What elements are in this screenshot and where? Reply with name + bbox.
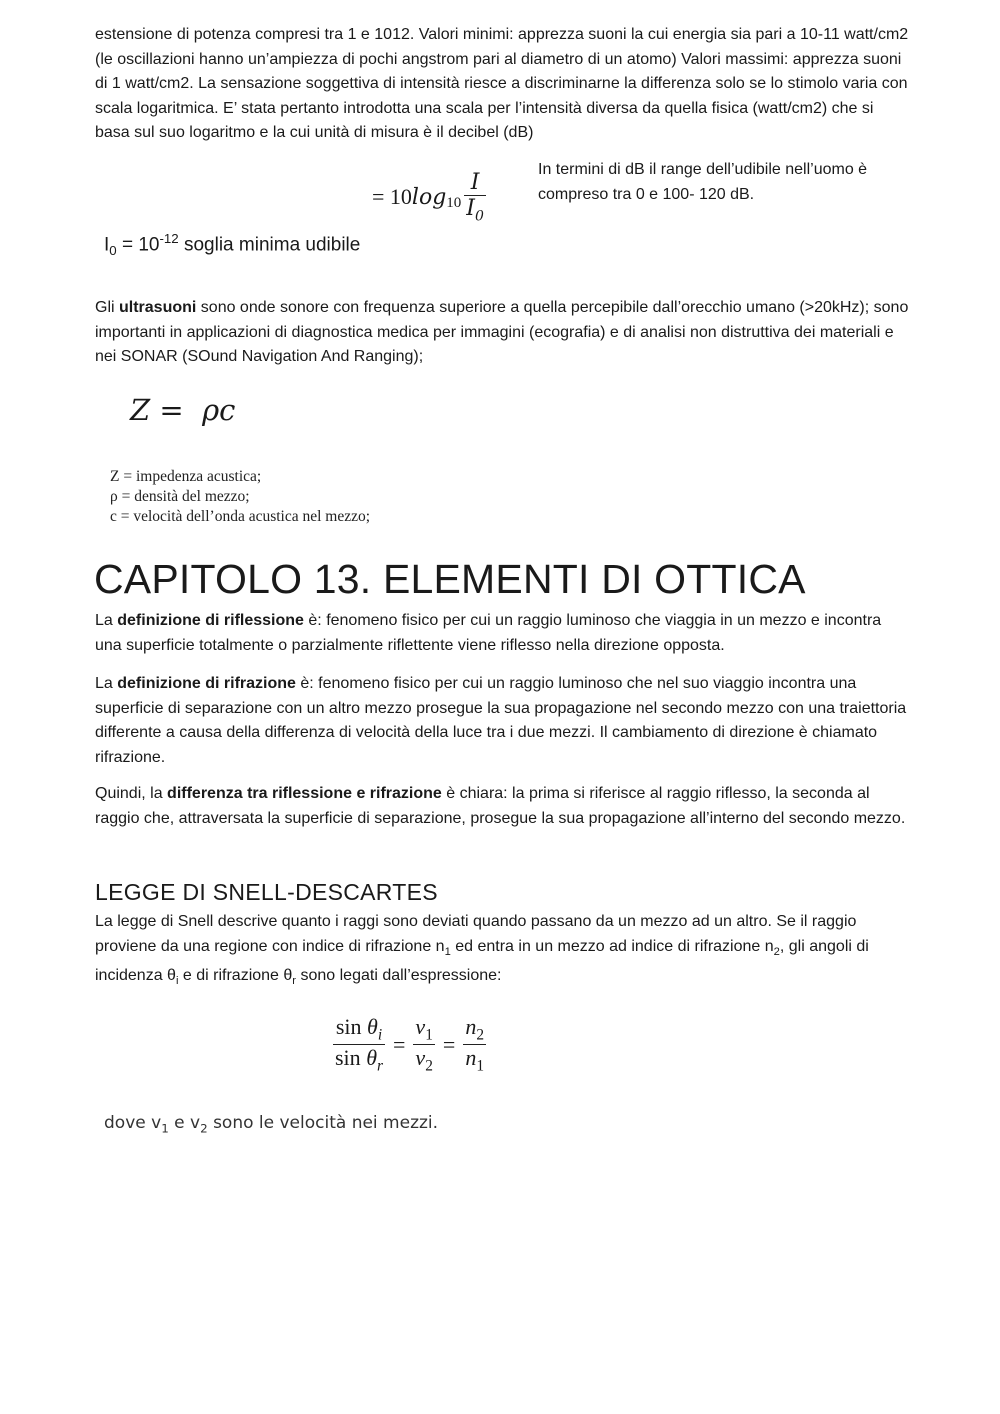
impedance-legend bbox=[110, 467, 370, 527]
snell-velocity-ratio: $\frac{v_1}{v_2}$ bbox=[415, 1014, 433, 1075]
legend-item-c: c = velocità dell’onda acustica nel mezzo; bbox=[110, 508, 371, 525]
difference-term: differenza tra riflessione e rifrazione bbox=[167, 785, 442, 802]
db-formula-numerator: I bbox=[470, 170, 480, 195]
reflection-paragraph: La definizione di riflessione è: fenomeno fisico per cui un raggio luminoso che viaggia in un mezzo e incontra una superficie totalmente o parzialmente riflettente viene riflesso nella direzione opposta. bbox=[95, 612, 882, 654]
threshold-equals: = 10 bbox=[121, 234, 160, 256]
ultrasound-term: ultrasuoni bbox=[119, 299, 197, 316]
refraction-paragraph: La definizione di rifrazione è: fenomeno fisico per cui un raggio luminoso che nel suo viaggio incontra una superficie di separazione con un altro mezzo prosegue la sua propagazione nel secondo mezzo con una traiettoria differente a causa della differenza di velocità della luce tra i due mezzi. Il cambiamento di direzione è chiamato rifrazione. bbox=[95, 675, 907, 766]
section-title: LEGGE DI SNELL-DESCARTES bbox=[95, 879, 438, 905]
ultrasound-paragraph: Gli ultrasuoni sono onde sonore con frequenza superiore a quella percepibile dall’orecchio umano (>20kHz); sono importanti in applicazioni di diagnostica medica per immagini (ecografia) e di analisi non distruttiva dei materiali e nei SONAR (SOund Navigation And Ranging); bbox=[95, 299, 909, 365]
velocity-note: dove $v_1$ e $v_2$ sono le velocità nei mezzi. bbox=[104, 1113, 439, 1136]
db-formula bbox=[372, 170, 486, 224]
db-formula-prefix: = 10 bbox=[372, 184, 412, 210]
legend-item-z: Z = impedenza acustica; bbox=[110, 468, 262, 485]
threshold-symbol-sub: 0 bbox=[109, 243, 117, 259]
db-formula-denominator: $I_0$ bbox=[466, 196, 484, 225]
db-formula-base: 10 bbox=[446, 194, 462, 211]
chapter-title: CAPITOLO 13. ELEMENTI DI OTTICA bbox=[94, 556, 806, 602]
threshold-text: soglia minima udibile bbox=[183, 234, 361, 256]
snell-sine-ratio: $\frac{\sin \theta_i}{\sin \theta_r}$ bbox=[335, 1014, 383, 1075]
legend-item-rho: ρ = densità del mezzo; bbox=[110, 488, 250, 505]
db-range-note: In termini di dB il range dell’udibile nell’uomo è compreso tra 0 e 100- 120 dB. bbox=[538, 161, 868, 203]
snell-formula bbox=[333, 1014, 486, 1076]
snell-equals-2: = bbox=[442, 1031, 456, 1057]
threshold-symbol: I bbox=[104, 234, 110, 256]
refraction-term: definizione di rifrazione bbox=[117, 675, 296, 692]
difference-paragraph: Quindi, la differenza tra riflessione e rifrazione è chiara: la prima si riferisce al raggio riflesso, la seconda al raggio che, attraversata la superficie di separazione, prosegue la sua propagazione all’interno del secondo mezzo. bbox=[95, 785, 906, 827]
snell-equals-1: = bbox=[393, 1031, 406, 1057]
db-formula-log: log bbox=[411, 184, 447, 210]
threshold-exponent: -12 bbox=[159, 231, 179, 246]
db-formula-fraction bbox=[464, 170, 486, 224]
impedance-formula: Z = ρc bbox=[130, 393, 236, 427]
snell-index-ratio: $\frac{n_2}{n_1}$ bbox=[465, 1014, 485, 1075]
reflection-term: definizione di riflessione bbox=[117, 612, 304, 629]
intro-paragraph: estensione di potenza compresi tra 1 e 1012. Valori minimi: apprezza suoni la cui energia sia pari a 10-11 watt/cm2 (le oscillazioni hanno un’ampiezza di pochi angstrom pari al diametro di un atomo) Valori massimi: apprezza suoni di 1 watt/cm2. La sensazione soggettiva di intensità riesce a discriminarne la differenza solo se lo stimolo varia con scala logaritmica. E’ stata pertanto introdotta una scala per l’intensità diversa da quella fisica (watt/cm2) che si basa sul suo logaritmo e la cui unità di misura è il decibel (dB) bbox=[95, 26, 909, 141]
snell-paragraph: La legge di Snell descrive quanto i raggi sono deviati quando passano da un mezzo ad un altro. Se il raggio proviene da una regione con indice di rifrazione $n_1$ ed entra in un mezzo ad indice di rifrazione $n_2$, gli angoli di incidenza $\theta_i$ e di rifrazione $\theta_r$ sono legati dall’espressione: bbox=[95, 913, 869, 988]
threshold-line bbox=[104, 231, 360, 258]
